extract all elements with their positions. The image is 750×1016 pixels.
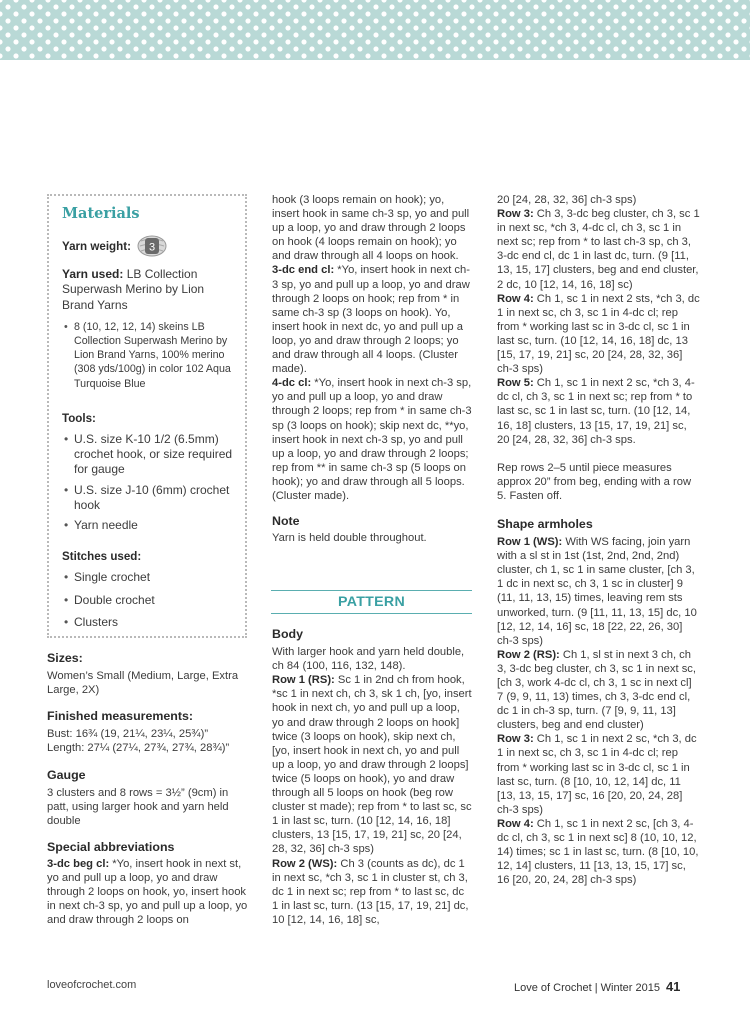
row5-paragraph bbox=[497, 376, 700, 446]
armhole-row3 bbox=[497, 732, 700, 817]
abbrev-4dc-text: *Yo, insert hook in next ch-3 sp, yo and pull up a loop, yo and draw through 2 loops; rep from * in same ch-3 sp (3 loops on hook); skip next dc, **yo, insert hook in next ch-3 sp, yo and pull up a loop, yo and draw through 2 loops; rep from ** in same ch-3 sp (5 loops on hook); yo and draw through all 5 loops. (Cluster made). bbox=[272, 377, 472, 502]
footer-issue: Winter 2015 bbox=[600, 982, 660, 994]
row2-text-part2: 20 [24, 28, 32, 36] ch-3 sps) bbox=[497, 194, 637, 206]
column-2-lower bbox=[272, 627, 473, 927]
bust-text: Bust: 16¾ (19, 21¼, 23¼, 25¾)” bbox=[47, 728, 209, 741]
measurements-heading: Finished measurements: bbox=[47, 709, 193, 724]
abbrev-beg-text-part1: *Yo, insert hook in next st, yo and pull up a loop, yo and draw through 2 loops on hook, yo, insert hook in next ch-3 sp, yo and pull up a loop, yo and draw through 2 loops on bbox=[47, 858, 248, 927]
row1-label: Row 1 (RS): bbox=[272, 674, 335, 687]
row2-paragraph-part1 bbox=[272, 857, 473, 927]
note-text: Yarn is held double throughout. bbox=[272, 532, 427, 545]
row1-text: Sc 1 in 2nd ch from hook, *sc 1 in next ch, ch 3, sk 1 ch, [yo, insert hook in next ch, yo and pull up a loop, yo and draw through 2 loops on hook] twice (3 loops on hook), skip next ch, [yo, insert hook in next ch, yo and pull up a loop, yo and draw through 2 loops] twice (5 loops on hook), yo and draw through all 5 loops on hook (beg row cluster st made); rep from * to last sc, sc 1 in last sc, turn. (10 [12, 14, 16, 18] clusters, 13 [15, 17, 19, 21] sc, 20 [24, 28, 32, 36] ch-3 sps) bbox=[272, 674, 472, 856]
length-text: Length: 27¼ (27¼, 27¾, 27¾, 28¾)” bbox=[47, 742, 230, 755]
abbrev-end-text: *Yo, insert hook in next ch-3 sp, yo and pull up a loop, yo and draw through 2 loops on hook; rep from * in same ch-3 sp (3 loops on hook). Yo, insert hook in next dc, yo and pull up a loop, yo and draw through 2 loops; yo and draw through all 4 loops. (Cluster made). bbox=[272, 264, 470, 376]
gauge-heading: Gauge bbox=[47, 767, 86, 782]
footer-website: loveofcrochet.com bbox=[47, 979, 137, 991]
tool-item: • Yarn needle bbox=[62, 518, 233, 533]
abbrev-4dc-label: 4-dc cl: bbox=[272, 377, 312, 390]
column-3 bbox=[497, 193, 700, 887]
armhole-row4-label: Row 4: bbox=[497, 817, 534, 830]
footer-issue-info bbox=[514, 979, 680, 994]
repeat-instruction: Rep rows 2–5 until piece measures approx 20” from beg, ending with a row 5. Fasten off. bbox=[497, 461, 692, 502]
stitch-item: • Single crochet bbox=[62, 570, 233, 585]
row2-label: Row 2 (WS): bbox=[272, 857, 338, 870]
row1-paragraph bbox=[272, 673, 473, 856]
armhole-row2-label: Row 2 (RS): bbox=[497, 648, 560, 661]
yarn-weight-row bbox=[62, 235, 233, 257]
materials-box bbox=[47, 194, 247, 638]
row4-paragraph bbox=[497, 292, 700, 377]
sizes-text: Women’s Small (Medium, Large, Extra Large, 2X) bbox=[47, 670, 239, 697]
footer-separator: | bbox=[591, 982, 601, 994]
tool-item: • U.S. size K-10 1/2 (6.5mm) crochet hook, or size required for gauge bbox=[62, 432, 233, 478]
armhole-row2-text: Ch 1, sl st in next 3 ch, ch 3, 3-dc beg cluster, ch 3, sc 1 in next sc, [ch 3, work 4-dc cl, ch 3, 1 sc in next cl] 7 (9, 9, 11, 13) times, ch 3, 3-dc end cl, dc 1 in ch-3 sp, turn. (7 [9, 9, 11, 13] clusters, beg and end cluster) bbox=[497, 648, 696, 732]
armhole-row1 bbox=[497, 535, 700, 648]
gauge-text: 3 clusters and 8 rows = 3½” (9cm) in patt, using larger hook and yarn held double bbox=[47, 786, 229, 827]
yarn-weight-icon bbox=[137, 235, 167, 257]
row3-label: Row 3: bbox=[497, 208, 534, 221]
yarn-weight-label: Yarn weight: bbox=[62, 239, 131, 253]
stitch-item: • Double crochet bbox=[62, 593, 233, 608]
stitches-list bbox=[62, 570, 233, 630]
dotted-header-banner bbox=[0, 0, 750, 60]
stitch-item: • Clusters bbox=[62, 615, 233, 630]
abbrev-3dc-end-cl bbox=[272, 263, 473, 376]
sizes-heading: Sizes: bbox=[47, 651, 83, 665]
page-number: 41 bbox=[665, 979, 681, 994]
footer-magazine: Love of Crochet bbox=[514, 982, 592, 994]
armholes-heading: Shape armholes bbox=[497, 516, 593, 531]
stitches-label: Stitches used: bbox=[62, 550, 142, 564]
row2-paragraph-part2 bbox=[497, 193, 700, 207]
tool-item: • U.S. size J-10 (6mm) crochet hook bbox=[62, 483, 233, 513]
row4-label: Row 4: bbox=[497, 292, 534, 305]
row4-text: Ch 1, sc 1 in next 2 sts, *ch 3, dc 1 in next sc, ch 3, sc 1 in 4-dc cl; rep from * working last sc in 3-dc cl, sc 1 in last sc, turn. (10 [12, 14, 16, 18] dc, 13 [15, 17, 19, 21] sc, 20 [24, 28, 32, 36] ch-3 sps) bbox=[497, 292, 700, 376]
row3-text: Ch 3, 3-dc beg cluster, ch 3, sc 1 in next sc, *ch 3, 4-dc cl, ch 3, sc 1 in next sc; rep from * to last ch-3 sp, ch 3, 3-dc end cl, dc 1 in last dc, turn. (9 [11, 13, 15, 17] clusters, beg and end cluster, 2 dc, 10 [12, 14, 16, 18] sc) bbox=[497, 208, 700, 291]
body-intro: With larger hook and yarn held double, ch 84 (100, 116, 132, 148). bbox=[272, 646, 465, 673]
materials-title: Materials bbox=[62, 205, 140, 222]
abbrev-beg-text-part2: hook (3 loops remain on hook); yo, insert hook in same ch-3 sp, yo and pull up a loop, yo and draw through 2 loops on hook (4 loops remain on hook); yo and draw through all 4 loops on hook. bbox=[272, 194, 470, 263]
column-2-upper bbox=[272, 193, 473, 545]
row2-text-part1: Ch 3 (counts as dc), dc 1 in next sc, *ch 3, sc 1 in cluster st, ch 3, dc 1 in next sc; rep from * to last sc, dc 1 in last sc, turn. (13 [15, 17, 19, 21] dc, 10 [12, 14, 16, 18] sc, bbox=[272, 857, 469, 926]
row3-paragraph bbox=[497, 207, 700, 292]
row5-text: Ch 1, sc 1 in next 2 sc, *ch 3, 4-dc cl, ch 3, sc 1 in next sc; rep from * to last sc, sc 1 in last sc, turn. (10 [12, 14, 16, 18] clusters, 13 [15, 17, 19, 21] sc, 20 [24, 28, 32, 36] ch-3 sps. bbox=[497, 377, 695, 446]
row5-label: Row 5: bbox=[497, 377, 534, 390]
abbrev-3dc-beg-cl-part1 bbox=[47, 857, 251, 927]
armhole-row2 bbox=[497, 648, 700, 733]
armhole-row1-label: Row 1 (WS): bbox=[497, 536, 563, 549]
yarn-list bbox=[62, 320, 233, 391]
abbreviations-heading: Special abbreviations bbox=[47, 839, 175, 854]
armhole-row1-text: With WS facing, join yarn with a sl st in 1st (1st, 2nd, 2nd, 2nd) cluster, ch 1, sc 1 in same cluster, [ch 3, 1 dc in next sc, ch 3, 1 sc in cluster] 9 (11, 11, 13, 15) times, leaving rem sts unworked, turn. (9 [11, 11, 13, 15] dc, 10 [12, 12, 14, 16] sc, 18 [22, 22, 26, 30] ch-3 sps) bbox=[497, 536, 697, 647]
abbrev-4dc-cl bbox=[272, 376, 473, 503]
yarn-weight-number: 3 bbox=[148, 241, 155, 254]
armhole-row3-text: Ch 1, sc 1 in next 2 sc, *ch 3, dc 1 in next sc, ch 3, sc 1 in 4-dc cl; rep from * working last sc in 3-dc cl, sc 1 in last sc, turn. (8 [10, 10, 12, 14] dc, 11 [13, 13, 15, 17] sc, 16 [20, 20, 24, 28] ch-3 sps) bbox=[497, 733, 697, 816]
yarn-used-label: Yarn used: bbox=[62, 267, 124, 282]
column-1-lower bbox=[47, 651, 251, 928]
note-heading: Note bbox=[272, 514, 300, 529]
yarn-used bbox=[62, 267, 233, 313]
abbrev-end-label: 3-dc end cl: bbox=[272, 264, 335, 277]
tools-list bbox=[62, 432, 233, 533]
pattern-section-band: PATTERN bbox=[271, 590, 472, 614]
armhole-row3-label: Row 3: bbox=[497, 733, 534, 746]
tools-label: Tools: bbox=[62, 411, 96, 425]
yarn-used-text: LB Collection Superwash Merino by Lion Brand Yarns bbox=[62, 267, 205, 312]
abbrev-beg-label: 3-dc beg cl: bbox=[47, 858, 110, 871]
abbrev-3dc-beg-cl-part2 bbox=[272, 193, 473, 263]
yarn-bullet-item: • 8 (10, 12, 12, 14) skeins LB Collection Superwash Merino by Lion Brand Yarns, 100% merino (308 yds/100g) in color 102 Aqua Turquoise Blue bbox=[62, 320, 233, 391]
armhole-row4-text: Ch 1, sc 1 in next 2 sc, [ch 3, 4-dc cl, ch 3, sc 1 in next sc] 8 (10, 10, 12, 14) times; sc 1 in last sc, turn. (8 [10, 10, 12, 14] clusters, 11 [13, 13, 15, 17] sc, 16 [20, 20, 24, 28] ch-3 sps) bbox=[497, 817, 699, 887]
armhole-row4 bbox=[497, 817, 700, 887]
body-heading: Body bbox=[272, 627, 303, 641]
